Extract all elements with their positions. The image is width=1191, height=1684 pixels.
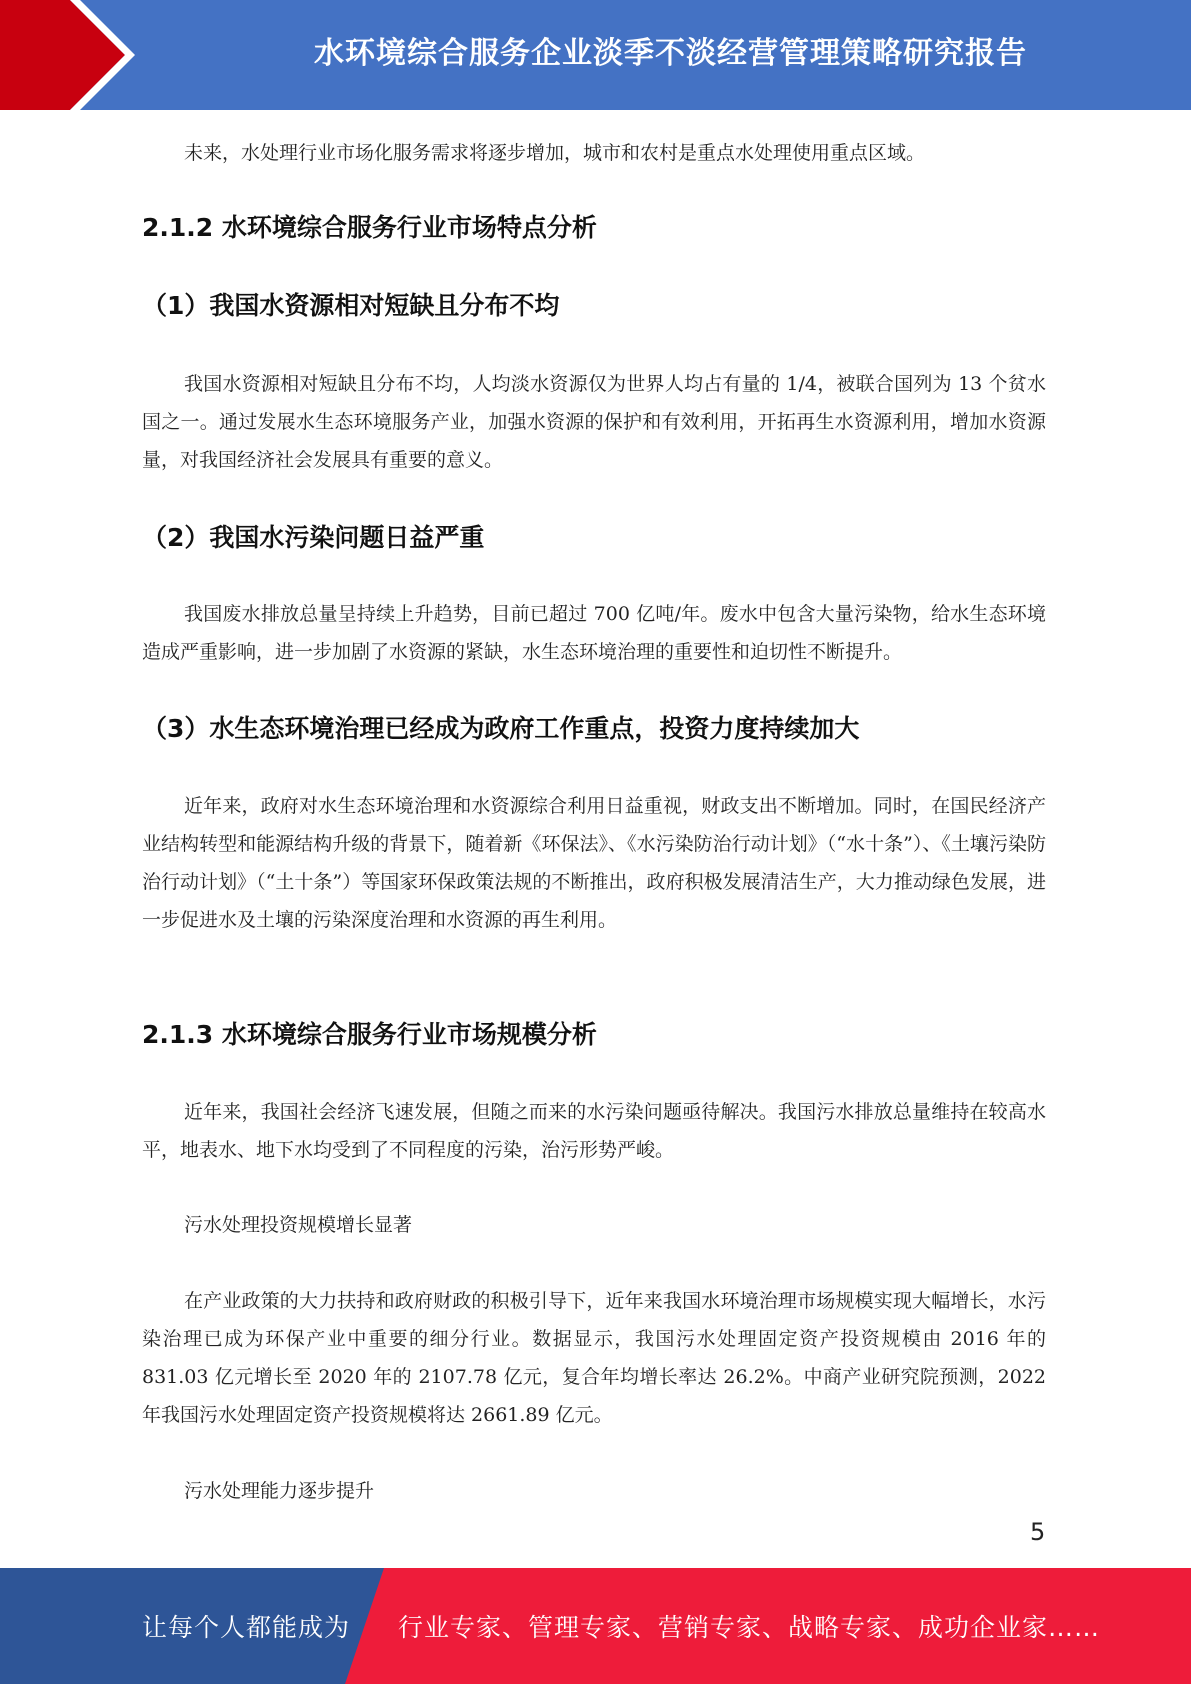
subheading-1: （1）我国水资源相对短缺且分布不均 xyxy=(142,291,560,320)
intro-paragraph: 未来，水处理行业市场化服务需求将逐步增加，城市和农村是重点水处理使用重点区域。 xyxy=(184,142,926,164)
paragraph-213-3: 在产业政策的大力扶持和政府财政的积极引导下，近年来我国水环境治理市场规模实现大幅增长，水污染治理已成为环保产业中重要的细分行业。数据显示，我国污水处理固定资产投资规模由 2016 年的 831.03 亿元增长至 2020 年的 2107.78 亿元，复合年均增长率达 26.2%。中商产业研究院预测，2022 年我国污水处理固定资产投资规模将达 2661.89 亿元。 xyxy=(142,1290,1046,1426)
paragraph-213-1: 近年来，我国社会经济飞速发展，但随之而来的水污染问题亟待解决。我国污水排放总量维持在较高水平，地表水、地下水均受到了不同程度的污染，治污形势严峻。 xyxy=(142,1101,1046,1161)
section-heading-2-1-2: 2.1.2 水环境综合服务行业市场特点分析 xyxy=(142,213,597,242)
page-number: 5 xyxy=(1030,1518,1046,1546)
page-footer xyxy=(0,1568,1191,1684)
footer-slogan-left: 让每个人都能成为 xyxy=(142,1613,351,1642)
header-red-arrow-icon xyxy=(0,0,160,110)
section-heading-2-1-3: 2.1.3 水环境综合服务行业市场规模分析 xyxy=(142,1020,597,1049)
subheading-3: （3）水生态环境治理已经成为政府工作重点，投资力度持续加大 xyxy=(142,714,860,743)
report-title: 水环境综合服务企业淡季不淡经营管理策略研究报告 xyxy=(314,36,1027,71)
paragraph-213-4: 污水处理能力逐步提升 xyxy=(184,1480,375,1502)
subheading-2: （2）我国水污染问题日益严重 xyxy=(142,523,485,552)
paragraph-sub3: 近年来，政府对水生态环境治理和水资源综合利用日益重视，财政支出不断增加。同时，在国民经济产业结构转型和能源结构升级的背景下，随着新《环保法》、《水污染防治行动计划》（“水十条”）、《土壤污染防治行动计划》（“土十条”）等国家环保政策法规的不断推出，政府积极发展清洁生产，大力推动绿色发展，进一步促进水及土壤的污染深度治理和水资源的再生利用。 xyxy=(142,795,1046,931)
paragraph-213-2: 污水处理投资规模增长显著 xyxy=(184,1214,413,1236)
paragraph-sub1: 我国水资源相对短缺且分布不均，人均淡水资源仅为世界人均占有量的 1/4，被联合国列为 13 个贫水国之一。通过发展水生态环境服务产业，加强水资源的保护和有效利用，开拓再生水资源利用，增加水资源量，对我国经济社会发展具有重要的意义。 xyxy=(142,373,1046,471)
page-header xyxy=(0,0,1191,110)
footer-slogan-right: 行业专家、管理专家、营销专家、战略专家、成功企业家…… xyxy=(398,1613,1101,1642)
paragraph-sub2: 我国废水排放总量呈持续上升趋势，目前已超过 700 亿吨/年。废水中包含大量污染物，给水生态环境造成严重影响，进一步加剧了水资源的紧缺，水生态环境治理的重要性和迫切性不断提升。 xyxy=(142,603,1046,663)
